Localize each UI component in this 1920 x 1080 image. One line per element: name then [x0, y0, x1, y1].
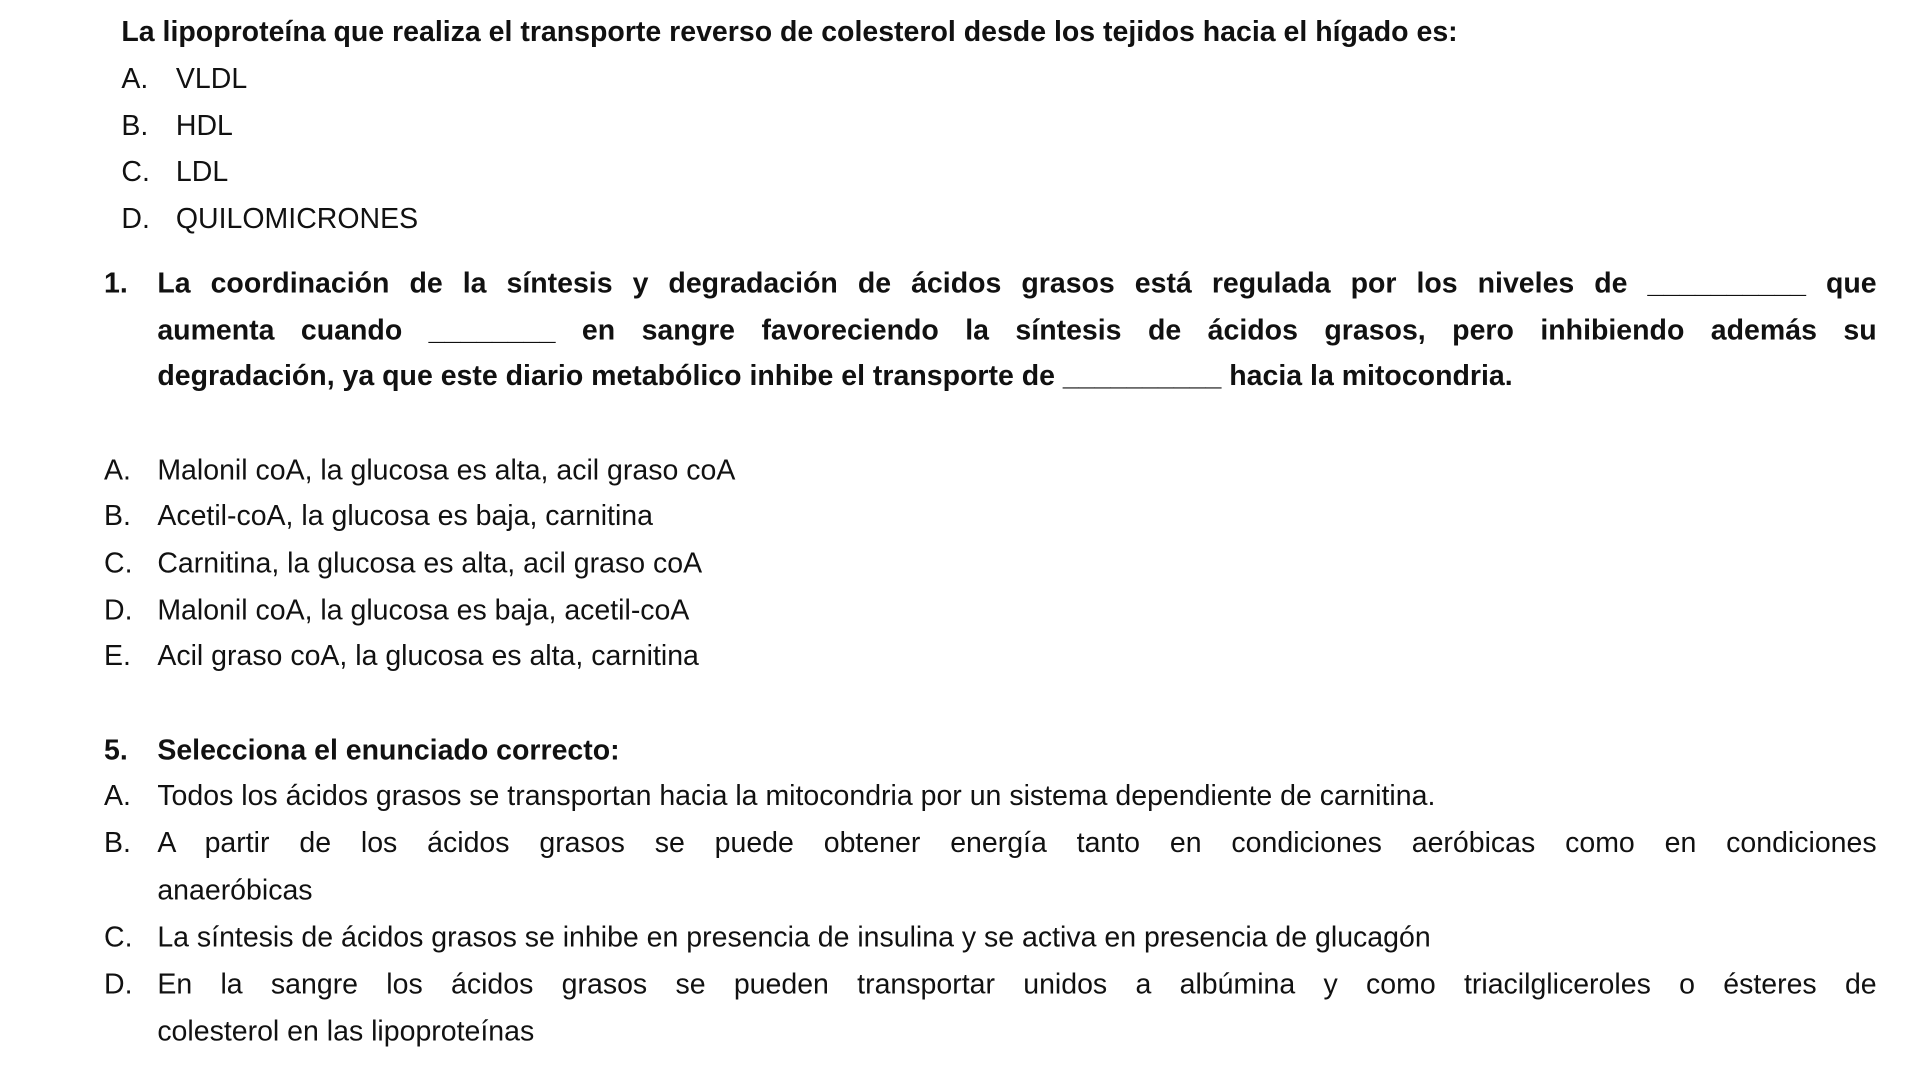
option-c-letter: C. — [104, 920, 133, 953]
option-d-text: En la sangre los ácidos grasos se pueden transportar unidos a albúmina y como triacilgliceroles o ésteres de — [157, 967, 1877, 1000]
option-letter: C. — [104, 546, 133, 579]
option-b-text: anaeróbicas — [157, 873, 313, 906]
option-letter: A. — [121, 61, 149, 95]
option-letter: B. — [104, 499, 131, 532]
option-text: Carnitina, la glucosa es alta, acil graso coA — [157, 546, 703, 579]
option-text: LDL — [175, 154, 229, 188]
option-a-text: Todos los ácidos grasos se transportan hacia la mitocondria por un sistema dependiente de carnitina. — [157, 779, 1436, 812]
question-number: 5. — [104, 733, 128, 766]
option-c-text: La síntesis de ácidos grasos se inhibe en presencia de insulina y se activa en presencia de glucagón — [157, 920, 1431, 953]
option-b — [104, 497, 653, 534]
option-c — [121, 152, 229, 189]
option-b-text: A partir de los ácidos grasos se puede obtener energía tanto en condiciones aeróbicas como en condiciones — [157, 826, 1877, 859]
question-5: Selecciona el enunciado correcto: — [157, 733, 620, 766]
option-letter: C. — [121, 154, 150, 188]
option-letter: D. — [104, 593, 133, 626]
option-d — [104, 591, 690, 628]
option-b — [121, 107, 233, 144]
option-letter: B. — [121, 109, 149, 142]
option-e — [104, 637, 699, 674]
question-1-line: La coordinación de la síntesis y degradación de ácidos grasos está regulada por los niveles de __________ que — [157, 266, 1877, 299]
option-a-letter: A. — [104, 779, 131, 812]
question-1-line: aumenta cuando ________ en sangre favoreciendo la síntesis de ácidos grasos, pero inhibiendo además su — [157, 313, 1877, 346]
option-letter: D. — [121, 201, 150, 235]
option-letter: A. — [104, 453, 131, 486]
option-d — [121, 199, 419, 236]
option-a — [104, 451, 736, 488]
option-text: HDL — [175, 109, 233, 142]
question-number: 1. — [104, 266, 128, 299]
option-text: Malonil coA, la glucosa es baja, acetil-coA — [157, 593, 690, 626]
option-text: Acil graso coA, la glucosa es alta, carnitina — [157, 639, 699, 672]
option-text: Acetil-coA, la glucosa es baja, carnitina — [157, 499, 653, 532]
option-text: QUILOMICRONES — [175, 201, 419, 235]
option-d-text: colesterol en las lipoproteínas — [157, 1014, 535, 1047]
option-c — [104, 544, 703, 581]
option-a — [121, 59, 248, 96]
option-letter: E. — [104, 639, 131, 672]
option-text: Malonil coA, la glucosa es alta, acil graso coA — [157, 453, 736, 486]
option-d-letter: D. — [104, 967, 133, 1000]
question-1-line: degradación, ya que este diario metabólico inhibe el transporte de __________ hacia la mitocondria. — [157, 359, 1513, 392]
option-text: VLDL — [175, 61, 248, 95]
option-b-letter: B. — [104, 826, 131, 859]
question-lipoprotein: La lipoproteína que realiza el transporte reverso de colesterol desde los tejidos hacia el hígado es: — [121, 14, 1458, 48]
